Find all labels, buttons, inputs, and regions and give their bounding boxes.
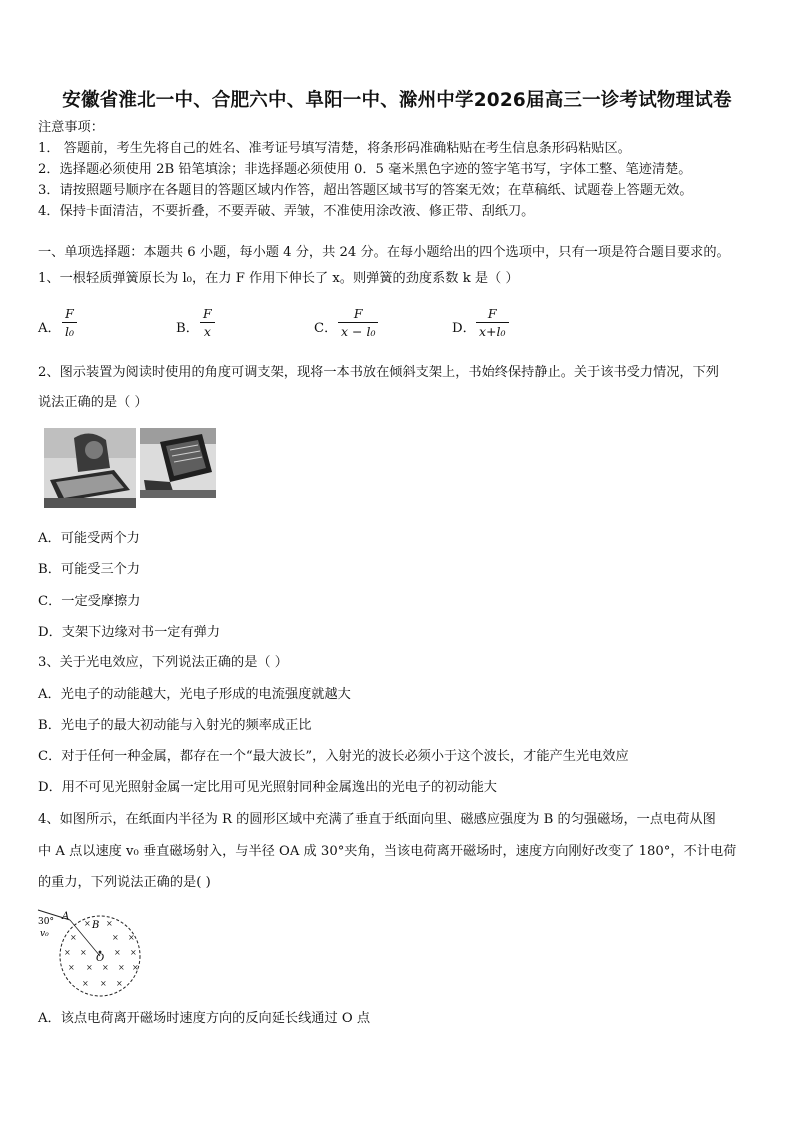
q3-option-c: C．对于任何一种金属，都存在一个“最大波长”，入射光的波长必须小于这个波长，才能产生光电效应: [38, 749, 629, 764]
q1-option-c-fraction: [338, 306, 378, 339]
q1-option-a-label: A．: [38, 321, 61, 336]
notice-item: 4．保持卡面清洁，不要折叠，不要弄破、弄皱，不准使用涂改液、修正带、刮纸刀。: [38, 204, 535, 219]
svg-text:×: ×: [102, 963, 109, 972]
q3-option-b: B．光电子的最大初动能与入射光的频率成正比: [38, 718, 312, 733]
question-1-stem: 1、一根轻质弹簧原长为 l₀，在力 F 作用下伸长了 x。则弹簧的劲度系数 k 是（ ）: [38, 271, 519, 286]
svg-text:×: ×: [80, 948, 87, 957]
svg-text:×: ×: [132, 963, 139, 972]
reading-stand-photo-2: [140, 428, 216, 498]
svg-text:×: ×: [84, 919, 91, 928]
q3-option-d: D．用不可见光照射金属一定比用可见光照射同种金属逸出的光电子的初动能大: [38, 780, 497, 795]
svg-text:×: ×: [70, 933, 77, 942]
svg-text:×: ×: [118, 963, 125, 972]
field-b-label: B: [92, 920, 100, 931]
q1-option-b-fraction: [200, 306, 215, 339]
q2-option-a: A．可能受两个力: [38, 531, 140, 546]
question-4-stem: 4、如图所示，在纸面内半径为 R 的圆形区域中充满了垂直于纸面向里、磁感应强度为 B 的匀强磁场，一点电荷从图: [38, 812, 716, 827]
velocity-label: v₀: [40, 929, 49, 939]
q4-option-a: A．该点电荷离开磁场时速度方向的反向延长线通过 O 点: [38, 1011, 371, 1026]
fraction-denominator: x − l₀: [341, 324, 376, 339]
svg-text:×: ×: [68, 963, 75, 972]
svg-text:×: ×: [128, 933, 135, 942]
fraction-numerator: F: [203, 306, 212, 321]
question-3-stem: 3、关于光电效应，下列说法正确的是（ ）: [38, 655, 288, 670]
fraction-numerator: F: [353, 306, 363, 321]
question-4-stem-cont: 中 A 点以速度 v₀ 垂直磁场射入，与半径 OA 成 30°夹角，当该电荷离开磁场时，速度方向刚好改变了 180°，不计电荷: [38, 844, 737, 859]
fraction-denominator: x: [203, 324, 211, 339]
notice-heading: 注意事项：: [38, 120, 104, 135]
question-4-stem-end: 的重力，下列说法正确的是( ): [38, 875, 211, 890]
svg-text:×: ×: [116, 979, 123, 988]
svg-text:×: ×: [114, 948, 121, 957]
svg-text:×: ×: [64, 948, 71, 957]
q1-option-d-fraction: [476, 306, 509, 339]
svg-text:×: ×: [130, 948, 137, 957]
svg-text:×: ×: [82, 979, 89, 988]
svg-text:×: ×: [100, 979, 107, 988]
fraction-numerator: F: [487, 306, 497, 321]
q1-option-c-label: C．: [314, 321, 338, 336]
svg-text:×: ×: [86, 963, 93, 972]
fraction-denominator: x+l₀: [479, 324, 506, 339]
q1-option-a-fraction: [62, 306, 77, 339]
q2-option-c: C．一定受摩擦力: [38, 594, 141, 609]
q3-option-a: A．光电子的动能越大，光电子形成的电流强度就越大: [38, 687, 351, 702]
fraction-numerator: F: [65, 306, 74, 321]
notice-item: 2．选择题必须使用 2B 铅笔填涂；非选择题必须使用 0．5 毫米黑色字迹的签字笔书写，字体工整、笔迹清楚。: [38, 162, 692, 177]
q1-option-b-label: B．: [176, 321, 199, 336]
q2-option-b: B．可能受三个力: [38, 562, 141, 577]
svg-text:×: ×: [106, 919, 113, 928]
question-2-stem: 2、图示装置为阅读时使用的角度可调支架，现将一本书放在倾斜支架上，书始终保持静止。关于该书受力情况，下列: [38, 365, 719, 380]
question-2-stem-cont: 说法正确的是（ ）: [38, 395, 148, 410]
notice-item: 3．请按照题号顺序在各题目的答题区域内作答，超出答题区域书写的答案无效；在草稿纸、试题卷上答题无效。: [38, 183, 693, 198]
point-a-label: A: [62, 911, 70, 922]
center-o-label: O: [96, 953, 105, 964]
angle-label: 30°: [38, 917, 54, 927]
section-heading: 一、单项选择题：本题共 6 小题，每小题 4 分，共 24 分。在每小题给出的四个选项中，只有一项是符合题目要求的。: [38, 245, 730, 260]
reading-stand-photo-1: [44, 428, 136, 508]
q2-option-d: D．支架下边缘对书一定有弹力: [38, 625, 221, 640]
svg-text:×: ×: [112, 933, 119, 942]
magnetic-field-diagram: [36, 906, 148, 998]
fraction-denominator: l₀: [65, 324, 75, 339]
page-title: 安徽省淮北一中、合肥六中、阜阳一中、滁州中学2026届高三一诊考试物理试卷: [62, 90, 732, 111]
notice-item: 1． 答题前，考生先将自己的姓名、准考证号填写清楚，将条形码准确粘贴在考生信息条形码粘贴区。: [38, 141, 631, 156]
q1-option-d-label: D．: [452, 321, 476, 336]
